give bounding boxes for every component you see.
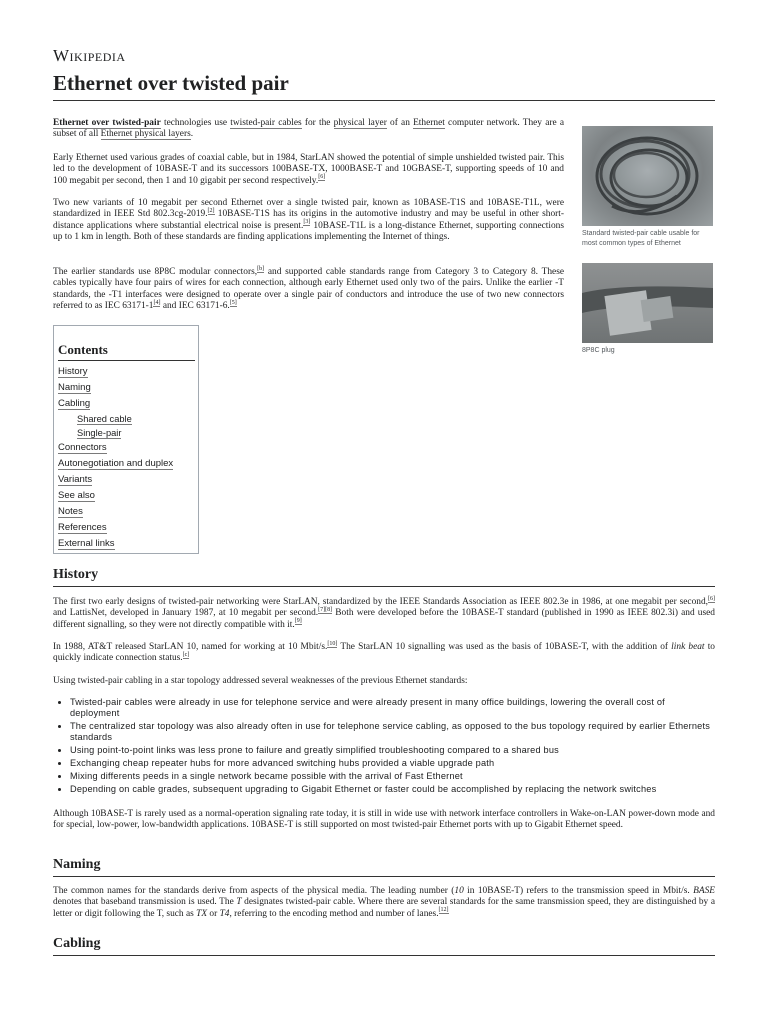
link-physical-layer[interactable]: physical layer (333, 118, 387, 128)
toc-item-naming[interactable]: Naming (58, 382, 91, 393)
history-bullet-list (53, 697, 710, 797)
intro-paragraph-4: The earlier standards use 8P8C modular connectors,[b] and supported cable standards range from Category 3 to Category 8. These cables typically have four pairs of wires for each connection, although early Ethernet used only two of the pairs. Unlike the earlier -T standards, the -T1 interfaces were designed to operate over a single pair of conductors and introduce the use of two new connectors referred to as IEC 63171-1[4] and IEC 63171-6.[5] (53, 265, 564, 311)
toc-item-references[interactable]: References (58, 522, 107, 533)
citation-link[interactable]: [9] (294, 618, 302, 625)
wikipedia-wordmark[interactable]: Wikipedia (53, 46, 126, 65)
section-heading-naming: Naming (53, 856, 715, 877)
citation-link[interactable]: [b] (257, 265, 265, 272)
history-paragraph-3: Using twisted-pair cabling in a star topology addressed several weaknesses of the previous Ethernet standards: (53, 676, 468, 686)
list-item: • Exchanging cheap repeater hubs for more advanced switching hubs provided a viable upgrade path (70, 758, 710, 769)
figure-plug (582, 263, 713, 356)
citation-link[interactable]: [c] (182, 652, 190, 659)
coiled-cable-photo[interactable] (582, 126, 713, 226)
link-twisted-pair-cables[interactable]: twisted-pair cables (230, 118, 302, 128)
history-paragraph-1: The first two early designs of twisted-pair networking were StarLAN, standardized by the IEEE Standards Association as IEEE 802.3e in 1986, at one megabit per second,[6] and LattisNet, developed in January 1987, at 10 megabit per second.[7][8] Both were developed before the 10BASE-T standard (published in 1990 as IEEE 802.3i) and used different signalling, so they were not directly compatible with it.[9] (53, 595, 715, 630)
toc-item-see-also[interactable]: See also (58, 490, 95, 501)
citation-link[interactable]: [10] (327, 640, 338, 647)
list-item: • Depending on cable grades, subsequent upgrading to Gigabit Ethernet or faster could be accomplished by replacing the network switches (70, 784, 710, 795)
list-item: • Using point-to-point links was less prone to failure and greatly simplified troubleshooting compared to a shared bus (70, 745, 710, 756)
history-paragraph-4: Although 10BASE-T is rarely used as a normal-operation signaling rate today, it is still in wide use with network interface controllers in Wake-on-LAN power-down mode and for special, low-power, low-bandwidth applications. 10BASE-T is still supported on most twisted-pair Ethernet ports with up to Gigabit Ethernet speed. (53, 809, 715, 831)
intro-paragraph-1: Ethernet over twisted-pair technologies use twisted-pair cables for the physical layer of an Ethernet computer network. They are a subset of all Ethernet physical layers. (53, 118, 564, 140)
citation-link[interactable]: [6] (708, 595, 715, 602)
citation-link[interactable]: [7][8] (318, 607, 333, 614)
table-of-contents (53, 325, 199, 554)
citation-link[interactable]: [6] (318, 174, 326, 181)
toc-item-variants[interactable]: Variants (58, 474, 93, 485)
history-paragraph-2: In 1988, AT&T released StarLAN 10, named for working at 10 Mbit/s.[10] The StarLAN 10 signalling was used as the basis of 10BASE-T, with the addition of link beat to quickly indicate connection status.[c] (53, 640, 715, 664)
citation-link[interactable]: [5] (229, 299, 237, 306)
naming-paragraph-1: The common names for the standards derive from aspects of the physical media. The leading number (10 in 10BASE-T) refers to the transmission speed in Mbit/s. BASE denotes that baseband transmission is used. The T designates twisted-pair cable. Where there are several standards for the same transmission speed, they are distinguished by a letter or digit following the T, such as TX or T4, referring to the encoding method and number of lanes.[12] (53, 886, 715, 919)
intro-paragraph-2: Early Ethernet used various grades of coaxial cable, but in 1984, StarLAN showed the potential of simple unshielded twisted pair. This led to the development of 10BASE-T and its successors 100BASE-TX, 1000BASE-T and 10GBASE-T, supporting speeds of 10 and 100 megabit per second, then 1 and 10 gigabit per second respectively.[6] (53, 153, 564, 186)
intro-paragraph-3: Two new variants of 10 megabit per second Ethernet over a single twisted pair, known as 10BASE-T1S and 10BASE-T1L, were standardized in IEEE Std 802.3cg-2019.[2] 10BASE-T1S has its origins in the automotive industry and may be useful in other short-distance applications where substantial electrical noise is present.[3] 10BASE-T1L is a long-distance Ethernet, supporting connections up to 1 km in length. Both of these standards are finding applications implementing the Internet of things. (53, 198, 565, 242)
section-heading-cabling: Cabling (53, 935, 715, 956)
citation-link[interactable]: [3] (303, 219, 311, 226)
link-ethernet-over-twisted-pair[interactable]: Ethernet over twisted-pair (53, 118, 161, 128)
link-ethernet[interactable]: Ethernet (413, 118, 445, 128)
section-heading-history: History (53, 566, 715, 587)
figure-caption: Standard twisted-pair cable usable for most common types of Ethernet (582, 230, 700, 247)
list-item: • The centralized star topology was also already often in use for telephone service cabling, as opposed to the bus topology required by earlier Ethernets standards (70, 721, 710, 743)
toc-item-connectors[interactable]: Connectors (58, 442, 107, 453)
figure-cable (582, 126, 713, 249)
toc-item-external-links[interactable]: External links (58, 538, 115, 549)
toc-item-history[interactable]: History (58, 366, 88, 377)
figure-caption: 8P8C plug (582, 347, 615, 354)
link-ethernet-physical-layers[interactable]: Ethernet physical layers (100, 129, 191, 140)
list-item: • Twisted-pair cables were already in use for telephone service and were already present in many office buildings, lowering the overall cost of deployment (70, 697, 710, 719)
list-item: • Mixing differents peeds in a single network became possible with the arrival of Fast Ethernet (70, 771, 710, 782)
page-title: Ethernet over twisted pair (53, 70, 715, 101)
citation-link[interactable]: [4] (153, 299, 161, 306)
citation-link[interactable]: [12] (438, 907, 449, 914)
toc-item-shared-cable[interactable]: Shared cable (77, 414, 132, 424)
citation-link[interactable]: [2] (207, 208, 215, 215)
toc-item-autonegotiation[interactable]: Autonegotiation and duplex (58, 458, 174, 469)
toc-item-cabling[interactable]: Cabling (58, 398, 91, 409)
toc-heading: Contents (58, 342, 195, 361)
toc-item-notes[interactable]: Notes (58, 506, 83, 517)
toc-item-single-pair[interactable]: Single-pair (77, 428, 122, 438)
rj45-plug-photo[interactable] (582, 263, 713, 343)
